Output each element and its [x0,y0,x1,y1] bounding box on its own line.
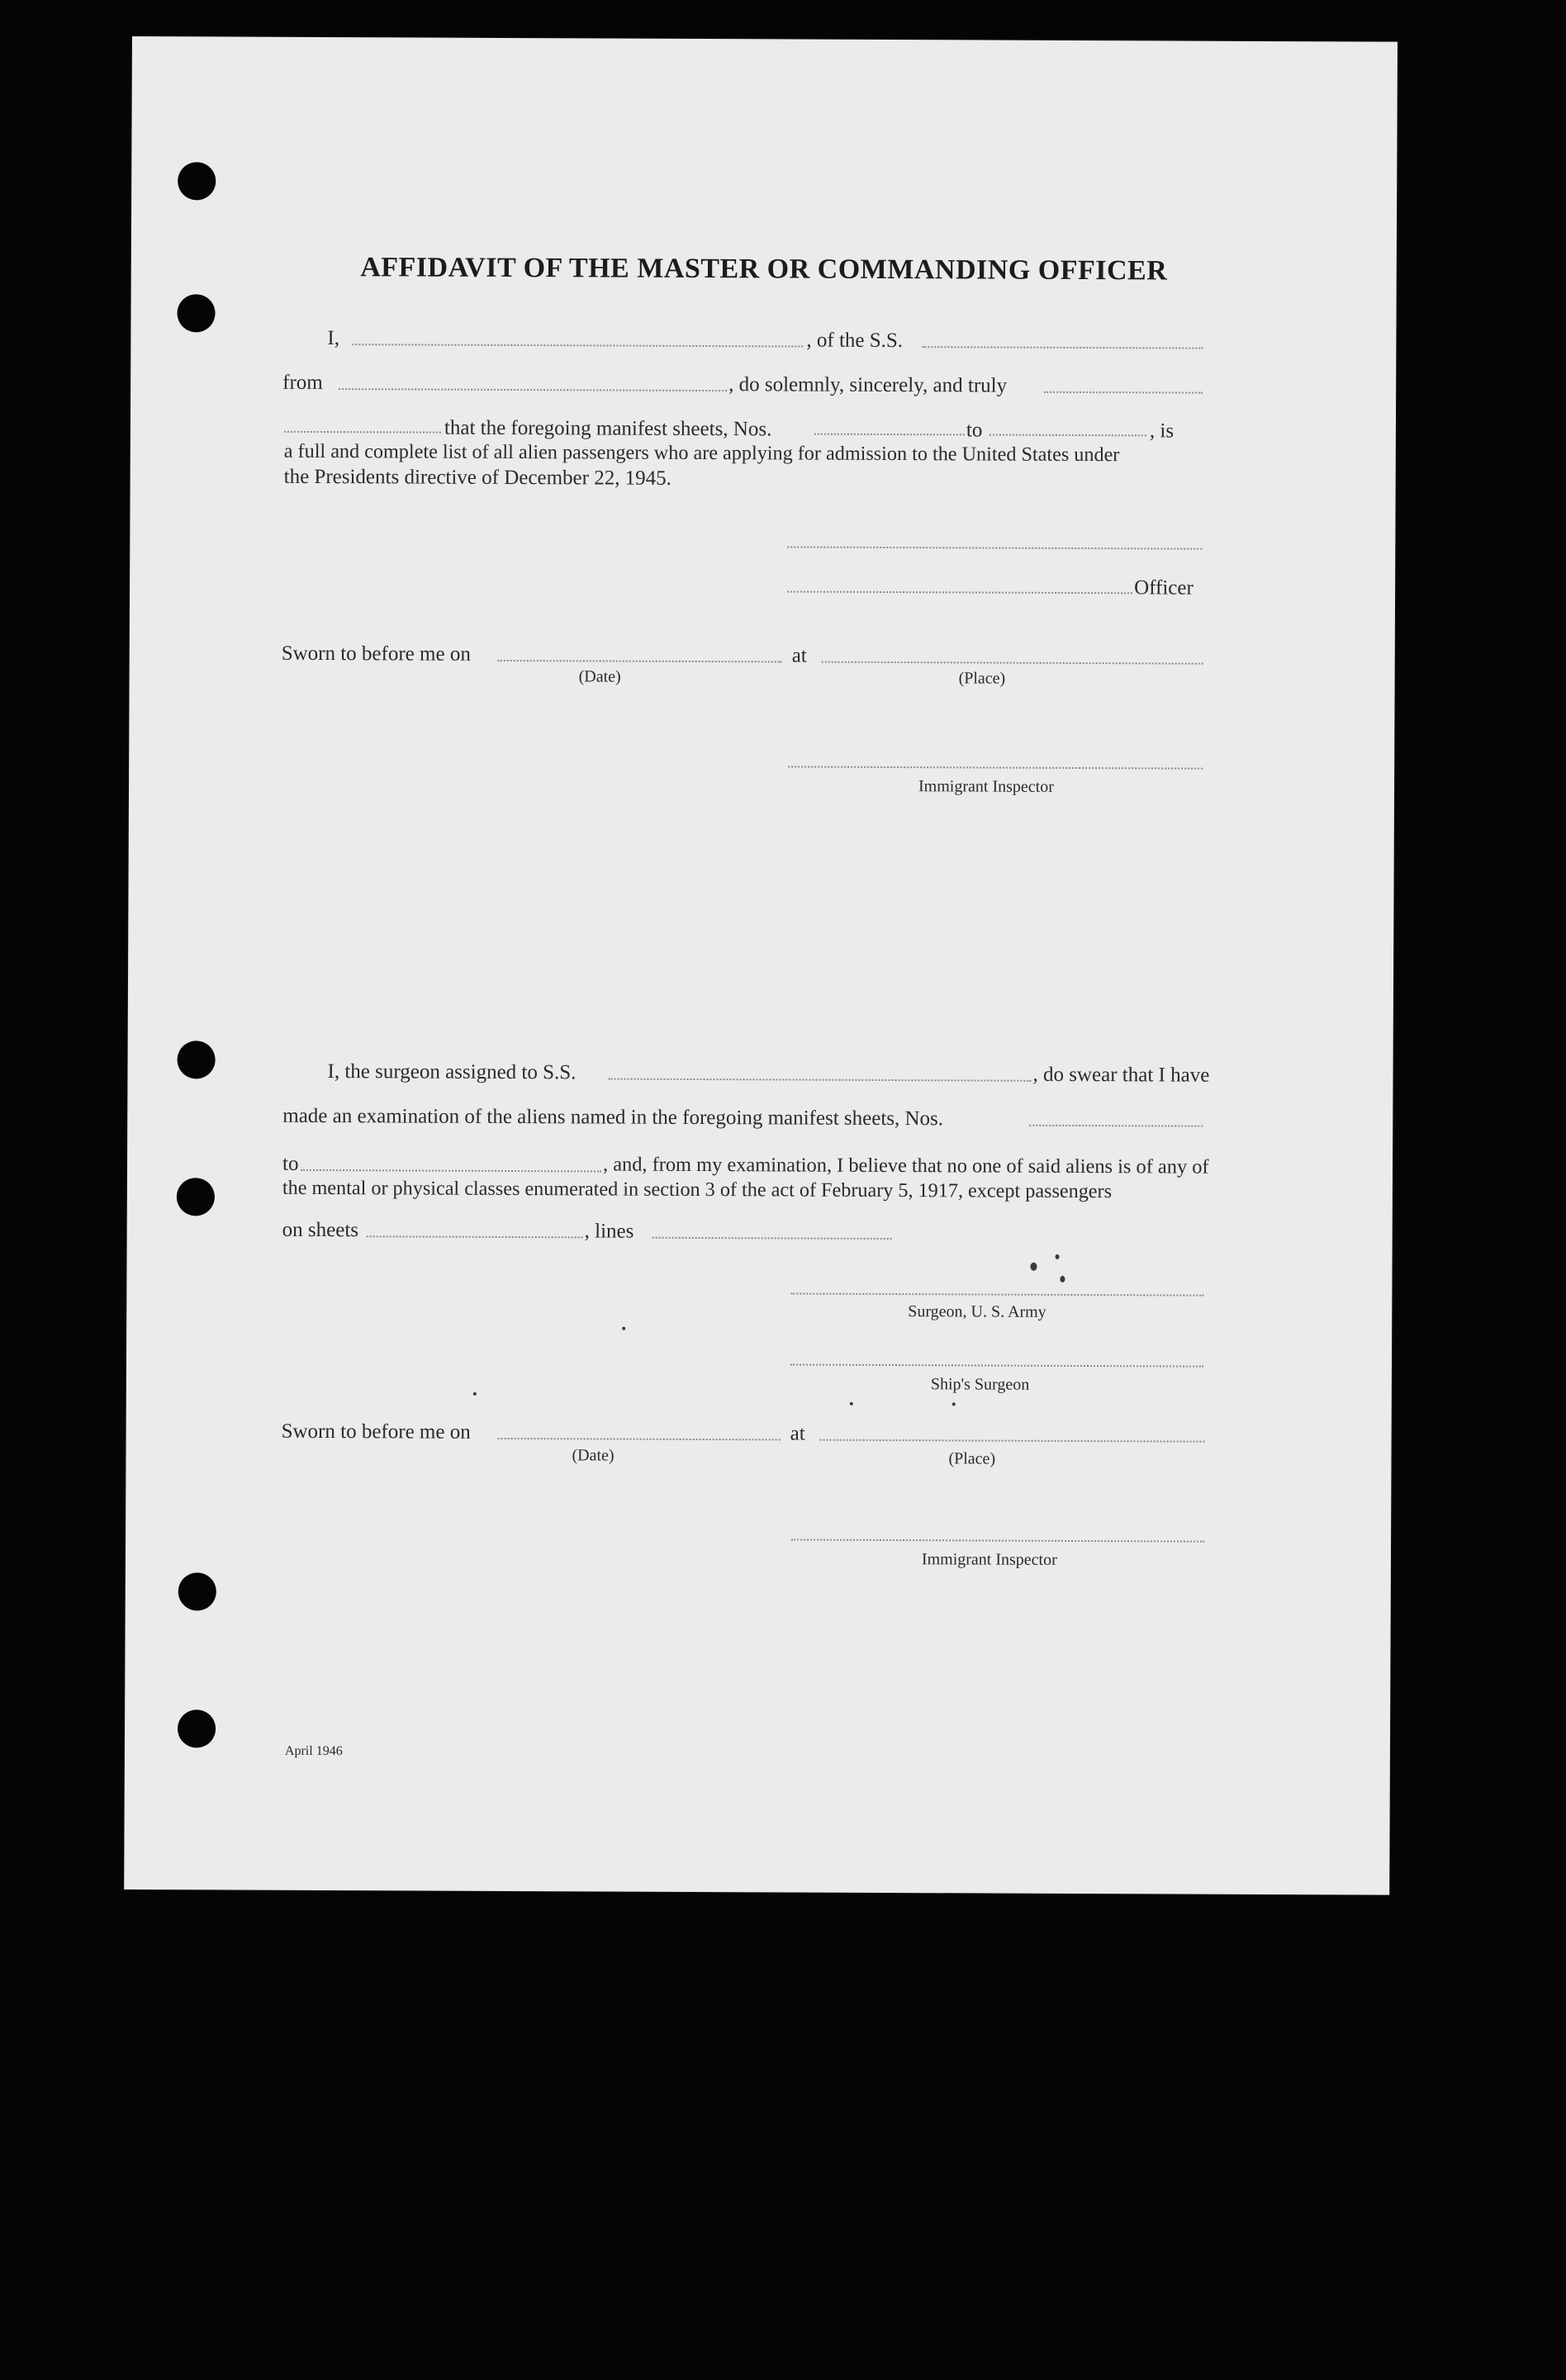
surgeon-sworn-label: Sworn to before me on [281,1420,471,1444]
officer-label: Officer [1134,576,1193,600]
scan-speck [952,1402,956,1406]
officer-signature-field[interactable] [787,590,1132,594]
army-surgeon-caption: Surgeon, U. S. Army [908,1302,1046,1321]
master-solemnly-text: , do solemnly, sincerely, and truly [728,373,1008,397]
surgeon-exam-text: made an examination of the aliens named in the foregoing manifest sheets, Nos. [282,1104,944,1131]
surgeon-ship-field[interactable] [608,1079,1031,1082]
surgeon-inspector-caption: Immigrant Inspector [921,1550,1057,1569]
ships-surgeon-caption: Ship's Surgeon [930,1375,1030,1394]
surgeon-to-label: to [282,1152,299,1175]
surgeon-sworn-date-field[interactable] [498,1438,781,1440]
surgeon-except-lines-field[interactable] [652,1237,892,1240]
scan-speck [1030,1263,1037,1271]
master-statement-line: a full and complete list of all alien passengers who are applying for admission to the United States under [283,439,1120,467]
surgeon-on-sheets-label: on sheets [282,1218,359,1242]
surgeon-belief-text: , and, from my examination, I believe that no one of said aliens is of any of [602,1153,1209,1178]
master-directive-line: the Presidents directive of December 22, 1945. [283,465,672,490]
binder-hole [178,162,216,200]
surgeon-sheets-to-field[interactable] [301,1169,601,1173]
master-sheets-from-field[interactable] [814,434,965,436]
master-i-label: I, [327,327,340,350]
scan-speck [622,1327,625,1330]
scan-speck [850,1402,853,1406]
surgeon-except-sheets-field[interactable] [367,1235,583,1238]
surgeon-intro-text: I, the surgeon assigned to S.S. [327,1060,577,1084]
master-sworn-date-field[interactable] [498,660,782,663]
master-affirm-field-cont[interactable] [284,431,441,434]
master-place-caption: (Place) [958,669,1006,688]
master-from-field[interactable] [339,388,727,391]
binder-hole [178,1572,216,1610]
master-name-field[interactable] [352,344,803,347]
scan-speck [1060,1276,1065,1282]
master-date-caption: (Date) [578,667,621,686]
ships-surgeon-signature-field[interactable] [790,1363,1203,1367]
master-to-label: to [966,419,983,442]
form-date: April 1946 [284,1743,343,1759]
master-sheets-to-field[interactable] [989,434,1146,437]
binder-hole [177,1178,215,1216]
surgeon-classes-text: the mental or physical classes enumerated in section 3 of the act of February 5, 1917, except passengers [282,1176,1113,1203]
surgeon-sheets-from-field[interactable] [1029,1125,1203,1127]
master-inspector-signature-field[interactable] [788,766,1203,769]
master-from-label: from [282,371,323,395]
master-ship-field[interactable] [922,346,1203,348]
master-at-label: at [791,644,807,667]
binder-hole [177,294,215,332]
page-title: AFFIDAVIT OF THE MASTER OR COMMANDING OFFICER [360,252,1168,287]
surgeon-lines-label: , lines [584,1220,634,1243]
binder-hole [178,1709,216,1747]
surgeon-inspector-signature-field[interactable] [791,1538,1204,1542]
surgeon-place-caption: (Place) [948,1449,996,1468]
binder-hole [177,1041,215,1079]
master-of-ss-label: , of the S.S. [806,329,904,353]
army-surgeon-signature-field[interactable] [790,1292,1203,1296]
surgeon-at-label: at [790,1422,805,1445]
scan-speck [1056,1254,1060,1259]
affidavit-page [124,36,1398,1895]
master-is-text: , is [1149,420,1174,443]
master-affirm-field[interactable] [1044,391,1203,394]
surgeon-date-caption: (Date) [572,1446,615,1465]
master-signature-field[interactable] [787,546,1202,549]
surgeon-sworn-place-field[interactable] [820,1439,1205,1443]
master-sworn-place-field[interactable] [822,661,1203,665]
master-inspector-caption: Immigrant Inspector [918,777,1054,796]
surgeon-swear-text: , do swear that I have [1032,1063,1210,1087]
master-foregoing-text: that the foregoing manifest sheets, Nos. [444,416,772,441]
scan-speck [473,1392,477,1396]
master-sworn-label: Sworn to before me on [281,642,471,666]
